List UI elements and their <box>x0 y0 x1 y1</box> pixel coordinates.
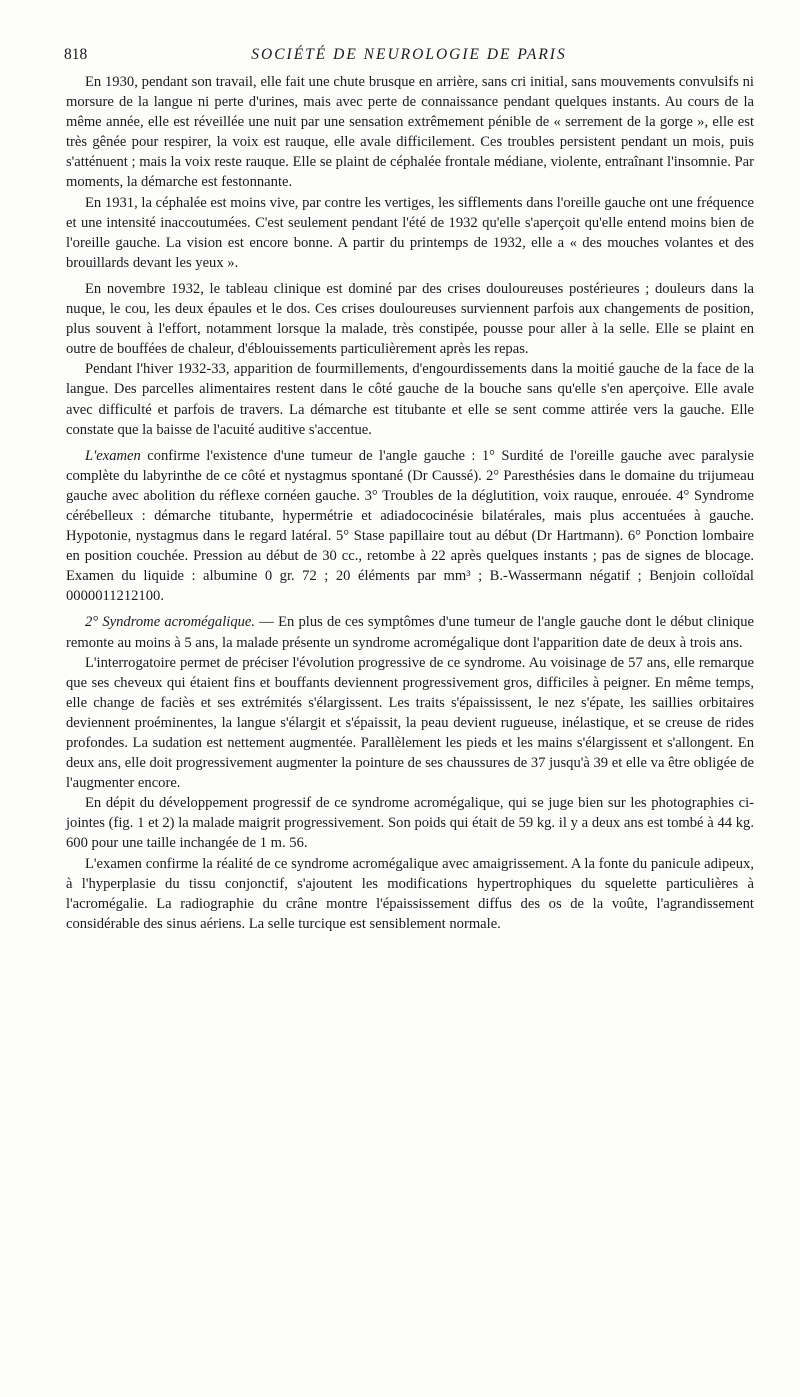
paragraph-syndrome-acromegalique <box>66 612 754 652</box>
paragraph-examen <box>66 446 754 607</box>
examen-lead: L'examen <box>85 447 141 464</box>
paragraph-november-1932: En novembre 1932, le tableau clinique est dominé par des crises douloureuses postérieures ; douleurs dans la nuque, le cou, les deux épaules et le dos. Ces crises douloureuses surviennent parfois aux changements de position, plus souvent à l'effort, notamment lorsque la malade, très constipée, pousse pour aller à la selle. Elle se plaint en outre de bouffées de chaleur, d'éblouissements particulièrement après les repas. <box>66 280 754 358</box>
paragraph-developpement: En dépit du développement progressif de ce syndrome acromégalique, qui se juge bien sur les photographies ci-jointes (fig. 1 et 2) la malade maigrit progressivement. Son poids qui était de 59 kg. il y a deux ans est tombé à 44 kg. 600 pour une taille inchangée de 1 m. 56. <box>66 795 754 852</box>
page-number: 818 <box>64 46 88 63</box>
paragraph-winter-1932-33: Pendant l'hiver 1932-33, apparition de fourmillements, d'engourdissements dans la moitié gauche de la face de la langue. Des parcelles alimentaires restent dans le côté gauche de la bouche sans qu'elle s'en aperçoive. Elle avale avec difficulté et parfois de travers. La démarche est titubante et elle se sent comme attirée vers la gauche. Elle constate que la baisse de l'acuité auditive s'accentue. <box>66 361 754 438</box>
journal-title: SOCIÉTÉ DE NEUROLOGIE DE PARIS <box>251 46 567 63</box>
paragraph-1930: En 1930, pendant son travail, elle fait une chute brusque en arrière, sans cri initial, sans mouvements convulsifs ni morsure de la langue ni perte d'urines, mais avec perte de connaissance pendant quelques instants. Au cours de la même année, elle est réveillée une nuit par une sensation extrêmement pénible de « serrement de la gorge », elle est très gênée pour respirer, la voix est rauque, elle avale difficilement. Ces troubles persistent pendant un mois, puis s'atténuent ; mais la voix reste rauque. Elle se plaint de céphalée frontale médiane, violente, entraînant l'insomnie. Par moments, la démarche est festonnante. <box>66 74 754 191</box>
syndrome-text: — En plus de ces symptômes d'une tumeur de l'angle gauche dont le début clinique remonte au moins à 5 ans, la malade présente un syndrome acromégalique dont l'apparition date de deux à trois ans. <box>66 614 754 651</box>
examen-text: confirme l'existence d'une tumeur de l'angle gauche : 1° Surdité de l'oreille gauche avec paralysie complète du labyrinthe de ce côté et nystagmus spontané (Dr Caussé). 2° Paresthésies dans le domaine du trijumeau gauche avec abolition du réflexe cornéen gauche. 3° Troubles de la déglutition, voix rauque, enrouée. 4° Syndrome cérébelleux : démarche titubante, hypermétrie et adiadococinésie bilatérales, mais plus accentuées à gauche. Hypotonie, nystagmus dans le regard latéral. 5° Stase papillaire tout au début (Dr Hartmann). 6° Ponction lombaire en position couchée. Pression au début de 30 cc., retombe à 22 après quelques instants ; pas de signes de blocage. Examen du liquide : albumine 0 gr. 72 ; 20 éléments par mm³ ; B.-Wassermann négatif ; Benjoin colloïdal 0000011212100. <box>66 447 754 605</box>
paragraph-examen-confirme: L'examen confirme la réalité de ce syndrome acromégalique avec amaigrissement. A la fonte du panicule adipeux, à l'hyperplasie du tissu conjonctif, s'ajoutent les modifications hypertrophiques du squelette particulières à l'acromégalie. La radiographie du crâne montre l'épaississement diffus des os de la voûte, l'agrandissement considérable des sinus aériens. La selle turcique est sensiblement normale. <box>66 855 754 932</box>
paragraph-1931: En 1931, la céphalée est moins vive, par contre les vertiges, les sifflements dans l'oreille gauche ont une fréquence et une intensité inaccoutumées. C'est seulement pendant l'été de 1932 qu'elle s'aperçoit qu'elle entend moins bien de l'oreille gauche. La vision est encore bonne. A partir du printemps de 1932, elle a « des mouches volantes et des brouillards devant les yeux ». <box>66 194 754 271</box>
syndrome-heading: 2° Syndrome acromégalique. <box>85 614 256 631</box>
article-body <box>66 72 754 934</box>
running-header <box>64 46 754 66</box>
paragraph-interrogatoire: L'interrogatoire permet de préciser l'évolution progressive de ce syndrome. Au voisinage de 57 ans, elle remarque que ses cheveux qui étaient fins et bouffants deviennent progressivement gros, difficiles à peigner. En même temps, elle change de faciès et ses extrémités s'élargissent. Les traits s'épaississent, le nez s'épate, les saillies orbitaires deviennent proéminentes, la langue s'élargit et s'épaissit, la peau devient rugueuse, inélastique, et se creuse de rides profondes. La sudation est nettement augmentée. Parallèlement les pieds et les mains s'élargissent et s'allongent. En deux ans, elle doit progressivement augmenter la pointure de ses chaussures de 37 jusqu'à 39 et elle va être obligée de l'augmenter encore. <box>66 654 754 792</box>
